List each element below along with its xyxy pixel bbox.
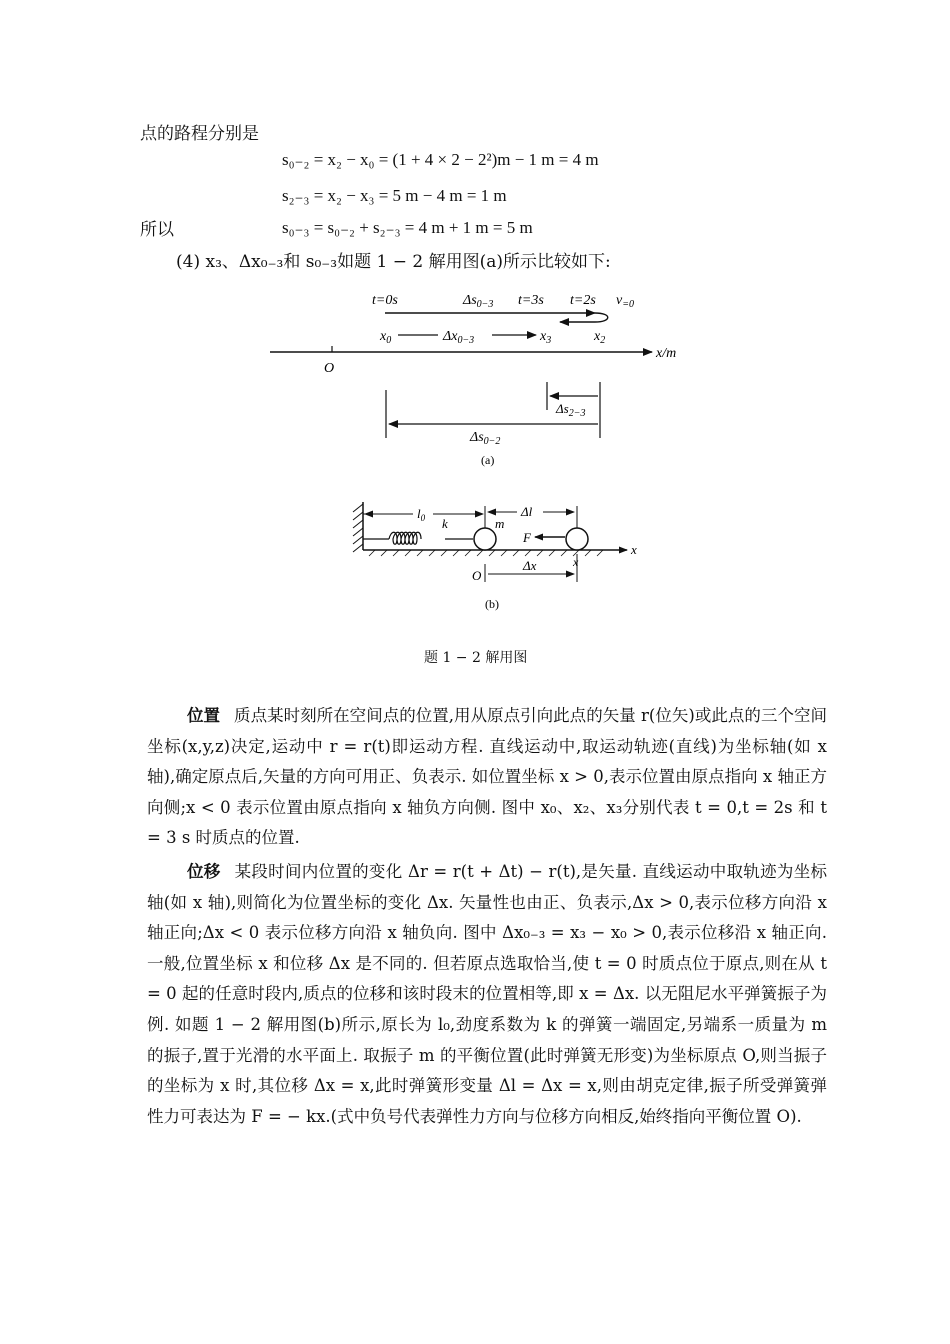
paragraph-displacement	[147, 857, 827, 1132]
intro-line: 点的路程分别是	[140, 124, 259, 144]
axis-label: x/m	[656, 346, 677, 361]
caption-a: (a)	[481, 453, 495, 467]
origin-label-b: O	[472, 568, 482, 583]
label-ds02: $\Delta s_{0-2}$	[470, 430, 501, 447]
label-t2: t=2s	[570, 293, 596, 308]
wall-hatch	[353, 504, 363, 552]
origin-label: O	[324, 361, 335, 376]
label-l0: $l_0$	[417, 506, 426, 523]
figure-a	[260, 282, 700, 472]
label-t3: t=3s	[518, 293, 544, 308]
label-m: m	[495, 516, 505, 531]
mass-displaced	[566, 528, 588, 550]
label-x-pos: x	[573, 555, 579, 569]
label-ds03: $\Delta s_{0-3}$	[463, 293, 494, 310]
term-position: 位置	[187, 706, 221, 725]
turn-curve	[595, 313, 608, 322]
label-ds23: $\Delta s_{2-3}$	[556, 401, 586, 419]
label-k: k	[442, 516, 448, 531]
caption-b: (b)	[485, 597, 499, 611]
equation-s03: s₀₋₃ = s₀₋₂ + s₂₋₃ = 4 m + 1 m = 5 m	[282, 218, 533, 237]
mass-equilibrium	[474, 528, 496, 550]
x-axis-label: x	[631, 542, 637, 557]
label-t0: t=0s	[372, 293, 398, 308]
label-dl: Δl	[521, 504, 533, 519]
paragraph-displacement-text: 某段时间内位置的变化 Δr = r(t + Δt) − r(t),是矢量. 直线运动中取轨迹为坐标轴(如 x 轴),则简化为位置坐标的变化 Δx. 矢量性也由正、负表示,Δx > 0,表示位移方向沿 x 轴正向;Δx < 0 表示位移方向沿 x 轴负向. 图中 Δx₀₋₃ = x₃ − x₀ > 0,表示位移沿 x 轴正向. 一般,位置坐标 x 和位移 Δx 是不同的. 但若原点选取恰当,使 t = 0 时质点位于原点,则在从 t = 0 起的任意时段内,质点的位移和该时段末的位置相等,即 x = Δx. 以无阻尼水平弹簧振子为例. 如题 1 − 2 解用图(b)所示,原长为 l₀,劲度系数为 k 的弹簧一端固定,另端系一质量为 m 的振子,置于光滑的水平面上. 取振子 m 的平衡位置(此时弹簧无形变)为坐标原点 O,则当振子的坐标为 x 时,其位移 Δx = x,此时弹簧形变量 Δl = Δx = x,则由胡克定律,振子所受弹簧弹性力可表达为 F = − kx.(式中负号代表弹性力方向与位移方向相反,始终指向平衡位置 O).	[147, 862, 828, 1126]
label-dx03: $\Delta x_{0-3}$	[443, 329, 475, 346]
spring-coil	[389, 532, 421, 544]
paragraph-position	[147, 701, 827, 854]
label-x0: $x_0$	[380, 329, 392, 346]
label-x2: $x_2$	[594, 329, 606, 346]
figure-b	[345, 492, 645, 617]
equation-s02: s₀₋₂ = x₂ − x₀ = (1 + 4 × 2 − 2²)m − 1 m = 4 m	[282, 150, 599, 169]
item-4: (4) x₃、Δx₀₋₃和 s₀₋₃如题 1 − 2 解用图(a)所示比较如下:	[176, 252, 611, 272]
label-F: F	[523, 530, 531, 545]
label-dx: Δx	[523, 558, 537, 573]
figure-caption: 题 1 − 2 解用图	[424, 650, 528, 666]
label-v2: $v_{=0}$	[616, 293, 634, 310]
equation-s23: s₂₋₃ = x₂ − x₃ = 5 m − 4 m = 1 m	[282, 186, 507, 205]
so-label: 所以	[140, 220, 174, 240]
term-displacement: 位移	[187, 862, 221, 881]
paragraph-position-text: 质点某时刻所在空间点的位置,用从原点引向此点的矢量 r(位矢)或此点的三个空间坐标(x,y,z)决定,运动中 r = r(t)即运动方程. 直线运动中,取运动轨迹(直线)为坐标轴(如 x 轴),确定原点后,矢量的方向可用正、负表示. 如位置坐标 x > 0,表示位置由原点指向 x 轴正方向侧;x < 0 表示位置由原点指向 x 轴负方向侧. 图中 x₀、x₂、x₃分别代表 t = 0,t = 2s 和 t = 3 s 时质点的位置.	[147, 706, 827, 848]
label-x3: $x_3$	[540, 329, 552, 346]
floor-hatch	[369, 550, 603, 556]
